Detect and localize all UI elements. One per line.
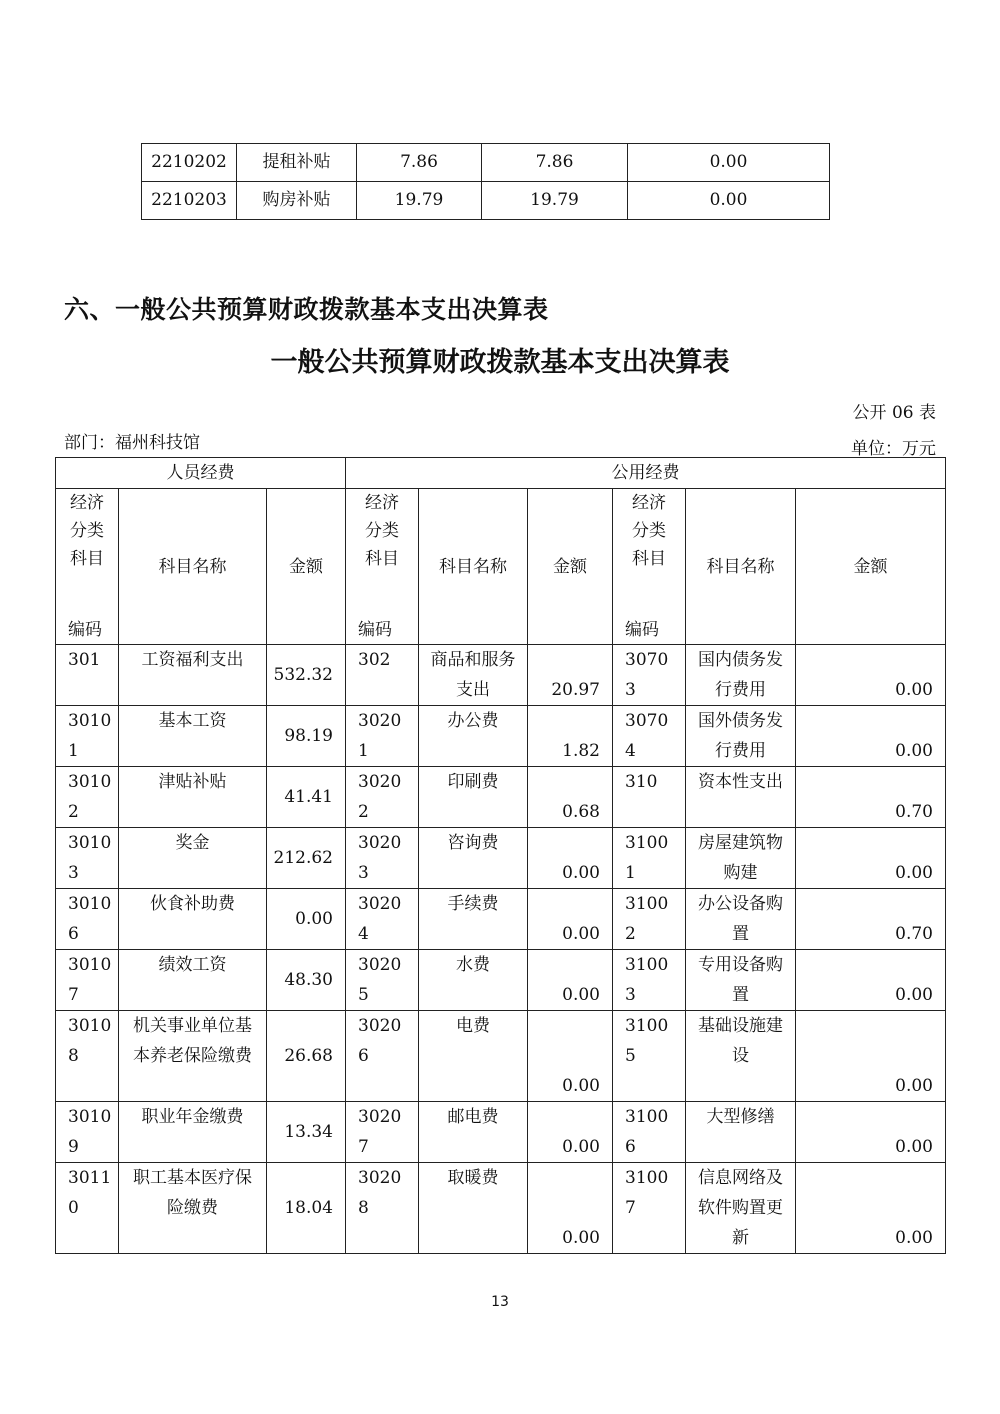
goods-name: 印刷费 bbox=[419, 767, 528, 828]
capital-name: 专用设备购置 bbox=[686, 950, 796, 1011]
goods-amount bbox=[528, 645, 613, 706]
personnel-amount-value: 0.00 bbox=[295, 909, 333, 929]
capital-amount-value: 0.70 bbox=[895, 924, 933, 944]
capital-amount bbox=[796, 950, 946, 1011]
table-row bbox=[56, 1102, 946, 1163]
header-row-group bbox=[56, 458, 946, 489]
capital-amount bbox=[796, 828, 946, 889]
personnel-amount bbox=[267, 645, 346, 706]
table-row bbox=[56, 767, 946, 828]
capital-name: 资本性支出 bbox=[686, 767, 796, 828]
table-row bbox=[56, 706, 946, 767]
capital-code: 31003 bbox=[613, 950, 686, 1011]
header-code-top: 经济 分类 科目 bbox=[70, 493, 104, 569]
capital-amount-value: 0.00 bbox=[895, 680, 933, 700]
personnel-amount-value: 48.30 bbox=[284, 970, 333, 990]
goods-code: 30202 bbox=[346, 767, 419, 828]
personnel-amount bbox=[267, 889, 346, 950]
personnel-amount bbox=[267, 1011, 346, 1102]
capital-amount bbox=[796, 1102, 946, 1163]
table-row bbox=[56, 889, 946, 950]
capital-name: 房屋建筑物购建 bbox=[686, 828, 796, 889]
row-code: 2210202 bbox=[142, 144, 237, 182]
capital-code: 30703 bbox=[613, 645, 686, 706]
header-name: 科目名称 bbox=[119, 489, 267, 645]
header-public: 公用经费 bbox=[346, 458, 946, 489]
row-value: 7.86 bbox=[357, 144, 482, 182]
capital-code: 31006 bbox=[613, 1102, 686, 1163]
row-value: 0.00 bbox=[628, 144, 830, 182]
capital-name: 信息网络及软件购置更新 bbox=[686, 1163, 796, 1254]
goods-amount bbox=[528, 950, 613, 1011]
personnel-amount bbox=[267, 1102, 346, 1163]
goods-amount-value: 1.82 bbox=[562, 741, 600, 761]
personnel-name: 奖金 bbox=[119, 828, 267, 889]
header-code-bottom: 编码 bbox=[625, 620, 659, 640]
goods-amount-value: 0.00 bbox=[562, 1228, 600, 1248]
personnel-amount bbox=[267, 706, 346, 767]
table-row bbox=[56, 950, 946, 1011]
page-number: 13 bbox=[491, 1294, 509, 1310]
section-title: 六、一般公共预算财政拨款基本支出决算表 bbox=[64, 295, 549, 324]
goods-amount-value: 0.00 bbox=[562, 863, 600, 883]
header-personnel: 人员经费 bbox=[56, 458, 346, 489]
personnel-amount bbox=[267, 950, 346, 1011]
goods-amount-value: 0.68 bbox=[562, 802, 600, 822]
personnel-amount-value: 98.19 bbox=[284, 726, 333, 746]
goods-amount bbox=[528, 1163, 613, 1254]
goods-name: 办公费 bbox=[419, 706, 528, 767]
capital-amount bbox=[796, 706, 946, 767]
personnel-code: 30109 bbox=[56, 1102, 119, 1163]
expenditure-table bbox=[55, 457, 946, 1254]
goods-name: 水费 bbox=[419, 950, 528, 1011]
capital-amount bbox=[796, 767, 946, 828]
row-value: 7.86 bbox=[482, 144, 628, 182]
personnel-amount bbox=[267, 767, 346, 828]
capital-amount-value: 0.00 bbox=[895, 863, 933, 883]
personnel-code: 301 bbox=[56, 645, 119, 706]
goods-amount-value: 0.00 bbox=[562, 924, 600, 944]
header-code bbox=[613, 489, 686, 645]
table-row bbox=[142, 144, 830, 182]
personnel-name: 基本工资 bbox=[119, 706, 267, 767]
capital-amount-value: 0.00 bbox=[895, 1076, 933, 1096]
form-number: 公开 06 表 bbox=[852, 403, 936, 423]
header-code bbox=[56, 489, 119, 645]
personnel-name: 工资福利支出 bbox=[119, 645, 267, 706]
personnel-code: 30101 bbox=[56, 706, 119, 767]
capital-amount bbox=[796, 645, 946, 706]
header-code-bottom: 编码 bbox=[68, 620, 102, 640]
top-table bbox=[141, 143, 830, 220]
header-amount: 金额 bbox=[796, 489, 946, 645]
goods-code: 30203 bbox=[346, 828, 419, 889]
personnel-name: 绩效工资 bbox=[119, 950, 267, 1011]
table-row bbox=[142, 182, 830, 220]
personnel-code: 30107 bbox=[56, 950, 119, 1011]
capital-name: 国外债务发行费用 bbox=[686, 706, 796, 767]
goods-amount bbox=[528, 706, 613, 767]
capital-amount bbox=[796, 1163, 946, 1254]
goods-name: 取暖费 bbox=[419, 1163, 528, 1254]
capital-code: 31007 bbox=[613, 1163, 686, 1254]
row-value: 19.79 bbox=[482, 182, 628, 220]
goods-name: 电费 bbox=[419, 1011, 528, 1102]
goods-amount bbox=[528, 828, 613, 889]
header-name: 科目名称 bbox=[686, 489, 796, 645]
header-row-columns bbox=[56, 489, 946, 645]
goods-name: 邮电费 bbox=[419, 1102, 528, 1163]
table-row bbox=[56, 828, 946, 889]
personnel-amount-value: 13.34 bbox=[284, 1122, 333, 1142]
personnel-name: 机关事业单位基本养老保险缴费 bbox=[119, 1011, 267, 1102]
header-code-top: 经济 分类 科目 bbox=[632, 493, 666, 569]
capital-name: 基础设施建设 bbox=[686, 1011, 796, 1102]
goods-amount bbox=[528, 889, 613, 950]
personnel-name: 职业年金缴费 bbox=[119, 1102, 267, 1163]
goods-amount-value: 20.97 bbox=[551, 680, 600, 700]
capital-name: 大型修缮 bbox=[686, 1102, 796, 1163]
capital-code: 31005 bbox=[613, 1011, 686, 1102]
goods-code: 30205 bbox=[346, 950, 419, 1011]
personnel-code: 30110 bbox=[56, 1163, 119, 1254]
goods-amount bbox=[528, 767, 613, 828]
capital-code: 31001 bbox=[613, 828, 686, 889]
capital-code: 30704 bbox=[613, 706, 686, 767]
row-value: 0.00 bbox=[628, 182, 830, 220]
goods-amount-value: 0.00 bbox=[562, 1076, 600, 1096]
unit-label: 单位：万元 bbox=[851, 439, 936, 459]
row-name: 提租补贴 bbox=[237, 144, 357, 182]
header-amount: 金额 bbox=[267, 489, 346, 645]
personnel-amount-value: 41.41 bbox=[284, 787, 333, 807]
goods-code: 30204 bbox=[346, 889, 419, 950]
department-label: 部门：福州科技馆 bbox=[64, 433, 200, 453]
goods-code: 30207 bbox=[346, 1102, 419, 1163]
header-name: 科目名称 bbox=[419, 489, 528, 645]
goods-name: 商品和服务支出 bbox=[419, 645, 528, 706]
personnel-name: 津贴补贴 bbox=[119, 767, 267, 828]
goods-amount bbox=[528, 1011, 613, 1102]
personnel-name: 伙食补助费 bbox=[119, 889, 267, 950]
goods-code: 30206 bbox=[346, 1011, 419, 1102]
goods-code: 302 bbox=[346, 645, 419, 706]
personnel-amount bbox=[267, 828, 346, 889]
table-row bbox=[56, 645, 946, 706]
capital-amount bbox=[796, 889, 946, 950]
table-row bbox=[56, 1163, 946, 1254]
row-value: 19.79 bbox=[357, 182, 482, 220]
goods-amount bbox=[528, 1102, 613, 1163]
goods-code: 30201 bbox=[346, 706, 419, 767]
personnel-amount-value: 212.62 bbox=[273, 848, 333, 868]
personnel-name: 职工基本医疗保险缴费 bbox=[119, 1163, 267, 1254]
table-title: 一般公共预算财政拨款基本支出决算表 bbox=[270, 347, 730, 378]
capital-name: 办公设备购置 bbox=[686, 889, 796, 950]
capital-code: 310 bbox=[613, 767, 686, 828]
personnel-amount-value: 532.32 bbox=[273, 665, 333, 685]
personnel-amount-value: 26.68 bbox=[284, 1046, 333, 1066]
personnel-code: 30108 bbox=[56, 1011, 119, 1102]
capital-amount-value: 0.00 bbox=[895, 1137, 933, 1157]
goods-amount-value: 0.00 bbox=[562, 985, 600, 1005]
capital-amount-value: 0.00 bbox=[895, 985, 933, 1005]
goods-amount-value: 0.00 bbox=[562, 1137, 600, 1157]
capital-amount bbox=[796, 1011, 946, 1102]
header-code bbox=[346, 489, 419, 645]
goods-code: 30208 bbox=[346, 1163, 419, 1254]
header-code-bottom: 编码 bbox=[358, 620, 392, 640]
capital-amount-value: 0.70 bbox=[895, 802, 933, 822]
personnel-amount bbox=[267, 1163, 346, 1254]
capital-name: 国内债务发行费用 bbox=[686, 645, 796, 706]
goods-name: 手续费 bbox=[419, 889, 528, 950]
personnel-amount-value: 18.04 bbox=[284, 1198, 333, 1218]
header-amount: 金额 bbox=[528, 489, 613, 645]
personnel-code: 30103 bbox=[56, 828, 119, 889]
capital-amount-value: 0.00 bbox=[895, 741, 933, 761]
capital-amount-value: 0.00 bbox=[895, 1228, 933, 1248]
personnel-code: 30106 bbox=[56, 889, 119, 950]
goods-name: 咨询费 bbox=[419, 828, 528, 889]
row-code: 2210203 bbox=[142, 182, 237, 220]
personnel-code: 30102 bbox=[56, 767, 119, 828]
row-name: 购房补贴 bbox=[237, 182, 357, 220]
capital-code: 31002 bbox=[613, 889, 686, 950]
table-row bbox=[56, 1011, 946, 1102]
header-code-top: 经济 分类 科目 bbox=[365, 493, 399, 569]
